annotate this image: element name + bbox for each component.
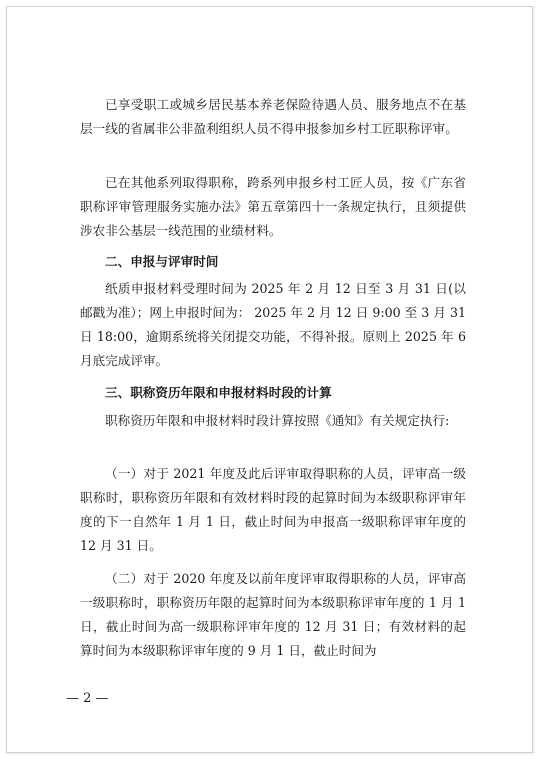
- paragraph-rule-2020-and-before: （二）对于 2020 年度及以前年度评审取得职称的人员，评审高一级职称时，职称资历年限的起算时间为本级职称评审年度的 1 月 1 日，截止时间为高一级职称评审年度的 12 月 31 日；有效材料的起算时间为本级职称评审年度的 9 月 1 日，截止时间为: [80, 571, 466, 658]
- section-heading-qualification-period: 三、职称资历年限和申报材料时段的计算: [105, 385, 332, 400]
- paragraph-application-dates: 纸质申报材料受理时间为 2025 年 2 月 12 日至 3 月 31 日(以邮戳为准）；网上申报时间为： 2025 年 2 月 12 日 9:00 至 3 月 31 日 18:00，逾期系统将关闭提交功能，不得补报。原则上 2025 年 6 月底完成评审。: [80, 281, 466, 368]
- paragraph-cross-series-application: 已在其他系列取得职称，跨系列申报乡村工匠人员，按《广东省职称评审管理服务实施办法》第五章第四十一条规定执行，且须提供涉农非公基层一线范围的业绩材料。: [80, 175, 466, 238]
- page-number: — 2 —: [66, 691, 109, 706]
- paragraph-calculation-rules: 职称资历年限和申报材料时段计算按照《通知》有关规定执行:: [105, 413, 450, 428]
- paragraph-eligibility-restriction: 已享受职工或城乡居民基本养老保险待遇人员、服务地点不在基层一线的省属非公非盈利组织人员不得申报参加乡村工匠职称评审。: [80, 97, 466, 136]
- paragraph-rule-2021-and-after: （一）对于 2021 年度及此后评审取得职称的人员，评审高一级职称时，职称资历年限和有效材料时段的起算时间为本级职称评审年度的下一自然年 1 月 1 日，截止时间为申报高一级职称评审年度的 12 月 31 日。: [80, 466, 466, 553]
- section-heading-application-time: 二、申报与评审时间: [105, 254, 219, 269]
